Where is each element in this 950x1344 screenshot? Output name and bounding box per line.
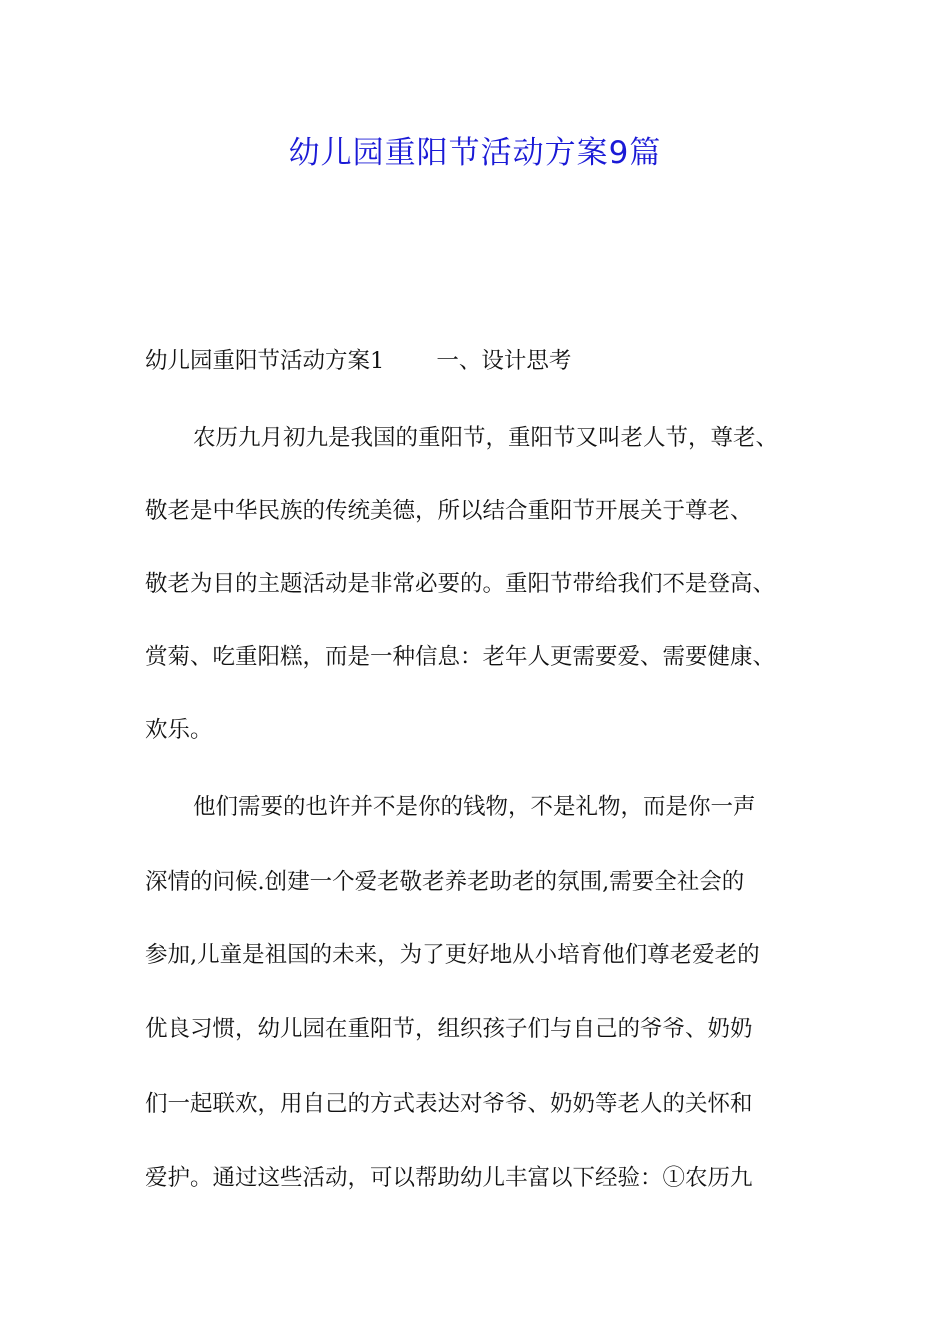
paragraph-line: 优良习惯，幼儿园在重阳节，组织孩子们与自己的爷爷、奶奶 xyxy=(145,1016,753,1042)
paragraph-line: 他们需要的也许并不是你的钱物，不是礼物，而是你一声 xyxy=(193,794,756,820)
paragraph-line: 农历九月初九是我国的重阳节，重阳节又叫老人节，尊老、 xyxy=(193,425,779,451)
paragraph-line: 爱护。通过这些活动，可以帮助幼儿丰富以下经验：①农历九 xyxy=(145,1165,753,1191)
paragraph-line: 深情的问候.创建一个爱老敬老养老助老的氛围,需要全社会的 xyxy=(145,869,745,895)
document-title: 幼儿园重阳节活动方案9篇 xyxy=(288,135,662,171)
plan-title: 幼儿园重阳节活动方案1 xyxy=(145,348,385,374)
section-heading xyxy=(145,344,571,378)
paragraph-line: 欢乐。 xyxy=(145,717,213,743)
paragraph-line: 敬老为目的主题活动是非常必要的。重阳节带给我们不是登高、 xyxy=(145,571,776,597)
paragraph-line: 赏菊、吃重阳糕，而是一种信息：老年人更需要爱、需要健康、 xyxy=(145,644,776,670)
paragraph-line: 敬老是中华民族的传统美德，所以结合重阳节开展关于尊老、 xyxy=(145,498,753,524)
sub-heading: 一、设计思考 xyxy=(436,348,572,374)
paragraph-line: 们一起联欢，用自己的方式表达对爷爷、奶奶等老人的关怀和 xyxy=(145,1091,753,1117)
paragraph-line: 参加,儿童是祖国的未来，为了更好地从小培育他们尊老爱老的 xyxy=(145,942,760,968)
